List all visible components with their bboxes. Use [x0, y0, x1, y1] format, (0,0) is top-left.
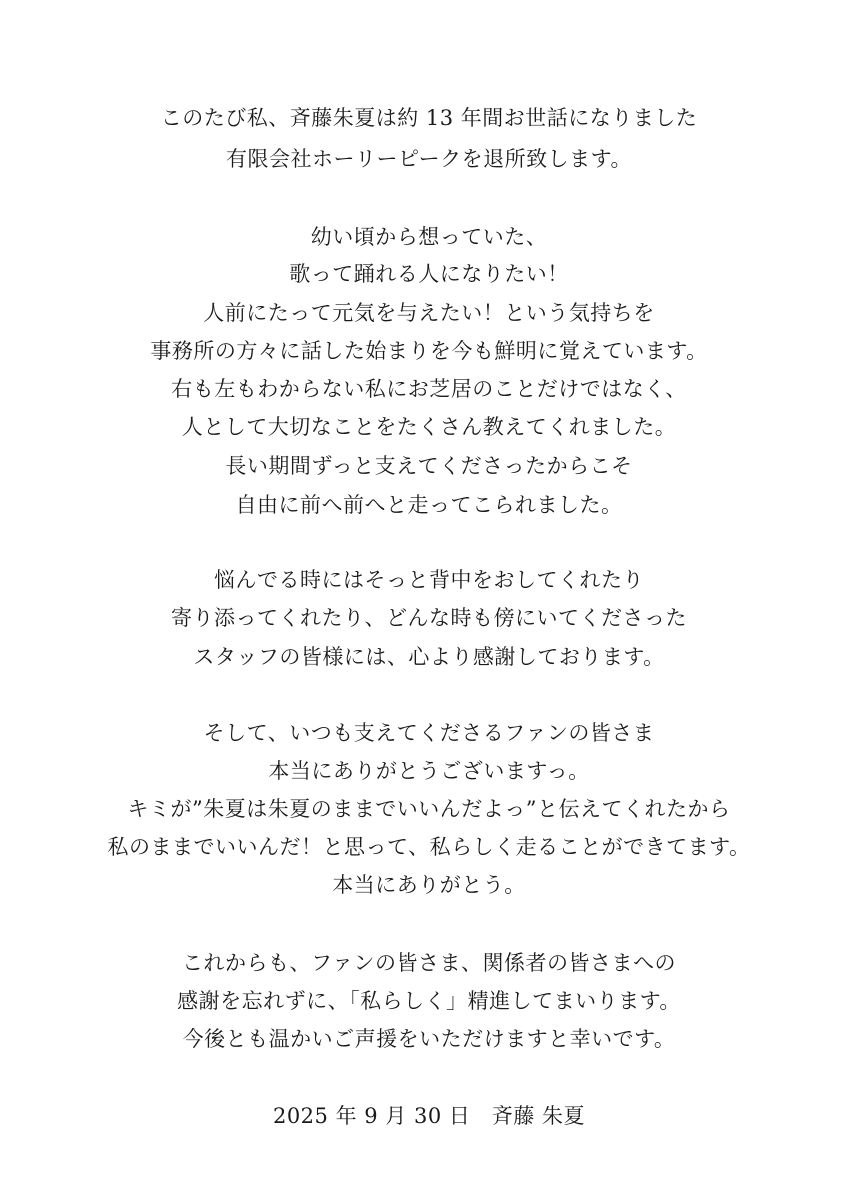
letter-line: 寄り添ってくれたり、どんな時も傍にいてくださった — [171, 606, 687, 630]
letter-line: 感謝を忘れずに、「私らしく」精進してまいります。 — [177, 989, 681, 1013]
letter-line: 今後とも温かいご声援をいただけますと幸いです。 — [182, 1027, 676, 1051]
letter-line: 長い期間ずっと支えてくださったからこそ — [225, 454, 633, 478]
letter-line: そして、いつも支えてくださるファンの皆さま — [203, 721, 655, 745]
letter-line: 本当にありがとう。 — [332, 873, 526, 897]
letter-line: 有限会社ホーリーピークを退所致します。 — [226, 147, 632, 171]
letter-line: これからも、ファンの皆さま、関係者の皆さまへの — [181, 951, 677, 975]
letter-line: 本当にありがとうございますっ。 — [268, 759, 590, 783]
letter-line: 幼い頃から想っていた、 — [310, 225, 548, 249]
letter-line: 自由に前へ前へと走ってこられました。 — [235, 493, 623, 517]
letter-line: このたび私、斉藤朱夏は約 13 年間お世話になりました — [160, 106, 698, 130]
signature-date-line: 2025 年 9 月 30 日 斉藤 朱夏 — [272, 1104, 586, 1128]
letter-line: 人前にたって元気を与えたい！という気持ちを — [203, 301, 655, 325]
letter-line: 悩んでる時にはそっと背中をおしてくれたり — [214, 568, 644, 592]
letter-line: 右も左もわからない私にお芝居のことだけではなく、 — [171, 377, 687, 401]
letter-line: 歌って踊れる人になりたい！ — [289, 262, 569, 286]
letter-line: 事務所の方々に話した始まりを今も鮮明に覚えています。 — [150, 339, 708, 363]
letter-line: 人として大切なことをたくさん教えてくれました。 — [181, 415, 677, 439]
letter-line: スタッフの皆様には、心より感謝しております。 — [193, 645, 665, 669]
letter-line: キミが”朱夏は朱夏のままでいいんだよっ”と伝えてくれたから — [127, 797, 731, 821]
letter-line: 私のままでいいんだ！と思って、私らしく走ることができてます。 — [107, 835, 751, 859]
